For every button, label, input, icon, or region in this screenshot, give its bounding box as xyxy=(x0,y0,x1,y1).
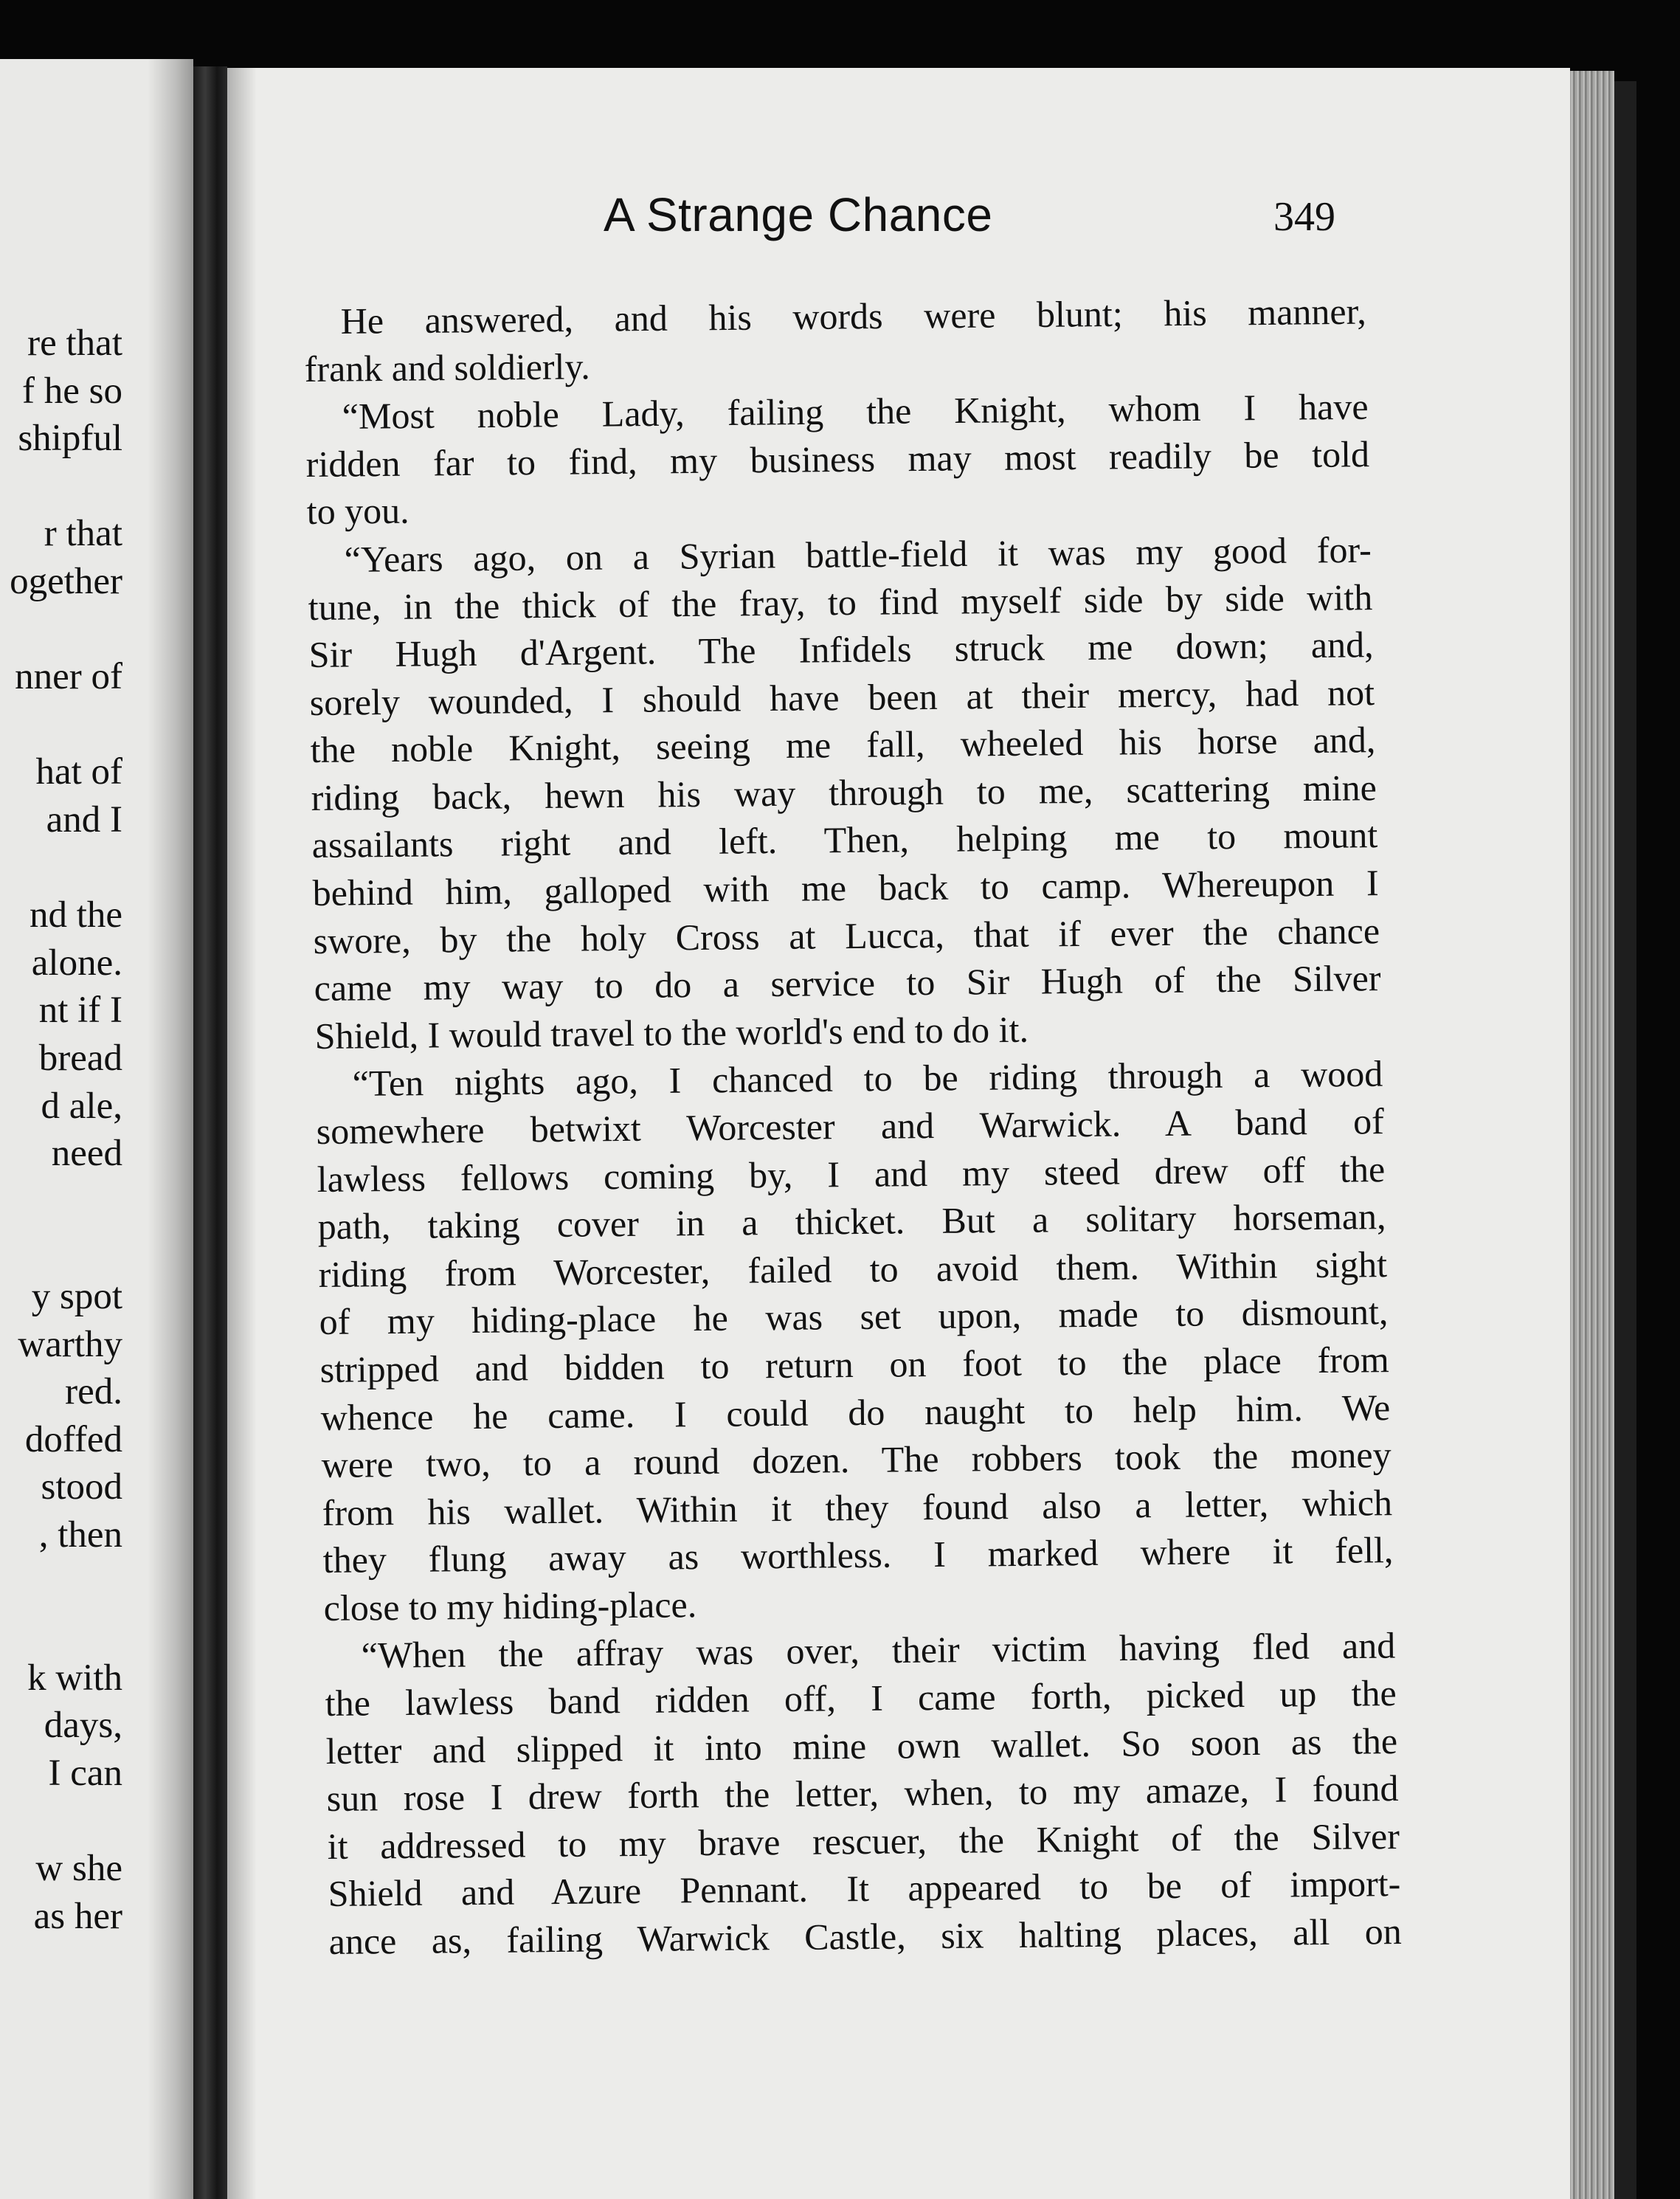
left-page-line: d ale, xyxy=(41,1085,122,1127)
left-page-line: doffed xyxy=(24,1418,122,1460)
body-line: sorely wounded, I should have been at their mercy, had not xyxy=(309,671,1375,723)
body-line: behind him, galloped with me back to camp. Whereupon I xyxy=(312,862,1379,914)
body-line: lawless fellows coming by, I and my steed drew off the xyxy=(317,1147,1386,1200)
left-page-line: r that xyxy=(44,513,122,555)
left-page-line: bread xyxy=(38,1038,122,1079)
left-page-line: w she xyxy=(35,1848,122,1890)
body-line: “When the affray was over, their victim having fled and xyxy=(361,1625,1396,1677)
left-page-line: ogether xyxy=(10,561,122,602)
left-page-line: need xyxy=(51,1133,122,1175)
left-facing-page xyxy=(0,59,193,2199)
left-page-line: f he so xyxy=(22,370,122,412)
body-line: sun rose I drew forth the letter, when, to my amaze, I found xyxy=(326,1767,1399,1820)
right-gutter-shadow xyxy=(227,68,257,2199)
body-line: it addressed to my brave rescuer, the Knight of the Silver xyxy=(327,1815,1400,1867)
body-line: “Ten nights ago, I chanced to be riding through a wood xyxy=(352,1053,1383,1105)
body-line: “Most noble Lady, failing the Knight, whom I have xyxy=(342,385,1369,438)
body-line: they flung away as worthless. I marked where it fell, xyxy=(322,1529,1394,1581)
body-line: frank and soldierly. xyxy=(304,345,590,390)
body-line: whence he came. I could do naught to help him. We xyxy=(320,1386,1391,1438)
left-page-line: as her xyxy=(33,1895,122,1937)
body-line: from his wallet. Within it they found also a letter, which xyxy=(322,1481,1393,1533)
body-line: “Years ago, on a Syrian battle-field it was my good for- xyxy=(344,528,1372,580)
running-head-title: A Strange Chance xyxy=(604,188,993,241)
left-page-line: nt if I xyxy=(38,990,122,1032)
body-line: ance as, failing Warwick Castle, six halting places, all on xyxy=(328,1910,1402,1962)
left-page-line: , then xyxy=(38,1514,122,1556)
body-line: somewhere betwixt Worcester and Warwick. A band of xyxy=(316,1100,1384,1152)
body-line: Shield and Azure Pennant. It appeared to be of import- xyxy=(328,1863,1401,1915)
body-line: came my way to do a service to Sir Hugh of the Silver xyxy=(314,957,1381,1009)
body-line: swore, by the holy Cross at Lucca, that if ever the chance xyxy=(313,909,1380,962)
left-page-line: nd the xyxy=(29,894,122,936)
body-line: the noble Knight, seeing me fall, wheeled his horse and, xyxy=(310,719,1376,771)
left-page-line: y spot xyxy=(31,1276,122,1317)
page-number: 349 xyxy=(1273,194,1335,240)
left-page-line: hat of xyxy=(35,751,122,793)
left-page-line: k with xyxy=(27,1657,122,1699)
left-page-line: red. xyxy=(65,1371,122,1413)
left-page-line: stood xyxy=(41,1466,122,1508)
body-line: letter and slipped it into mine own wallet. So soon as the xyxy=(325,1719,1398,1772)
left-page-line: I can xyxy=(48,1753,122,1794)
body-line: Sir Hugh d'Argent. The Infidels struck me down; and, xyxy=(308,624,1374,676)
body-line: the lawless band ridden off, I came forth, picked up the xyxy=(325,1672,1397,1725)
body-line: tune, in the thick of the fray, to find myself side by side with xyxy=(308,576,1373,628)
left-page-line: alone. xyxy=(31,942,122,984)
body-line: were two, to a round dozen. The robbers took the money xyxy=(321,1434,1392,1486)
book-cover-edge xyxy=(1614,81,1636,2199)
left-page-line: warthy xyxy=(18,1323,122,1365)
left-page-line: re that xyxy=(27,322,122,364)
body-line: to you. xyxy=(306,490,409,533)
left-gutter-shadow xyxy=(148,59,193,2199)
book-spine xyxy=(193,66,227,2199)
body-line: riding from Worcester, failed to avoid them. Within sight xyxy=(318,1243,1388,1295)
body-line: Shield, I would travel to the world's end to do it. xyxy=(314,1008,1029,1057)
left-page-line: nner of xyxy=(15,656,122,698)
left-page-line: days, xyxy=(44,1705,122,1747)
left-page-line: and I xyxy=(46,799,122,840)
body-line: path, taking cover in a thicket. But a solitary horseman, xyxy=(317,1195,1386,1248)
page-edges xyxy=(1570,71,1614,2199)
left-page-line: shipful xyxy=(18,418,122,460)
body-line: of my hiding-place he was set upon, made to dismount, xyxy=(319,1291,1389,1343)
body-line: riding back, hewn his way through to me, scattering mine xyxy=(311,767,1377,818)
body-line: He answered, and his words were blunt; his manner, xyxy=(340,290,1366,342)
body-line: stripped and bidden to return on foot to the place from xyxy=(319,1339,1390,1390)
body-line: close to my hiding-place. xyxy=(323,1584,697,1629)
body-line: ridden far to find, my business may most readily be told xyxy=(305,432,1370,485)
body-line: assailants right and left. Then, helping me to mount xyxy=(311,814,1378,866)
